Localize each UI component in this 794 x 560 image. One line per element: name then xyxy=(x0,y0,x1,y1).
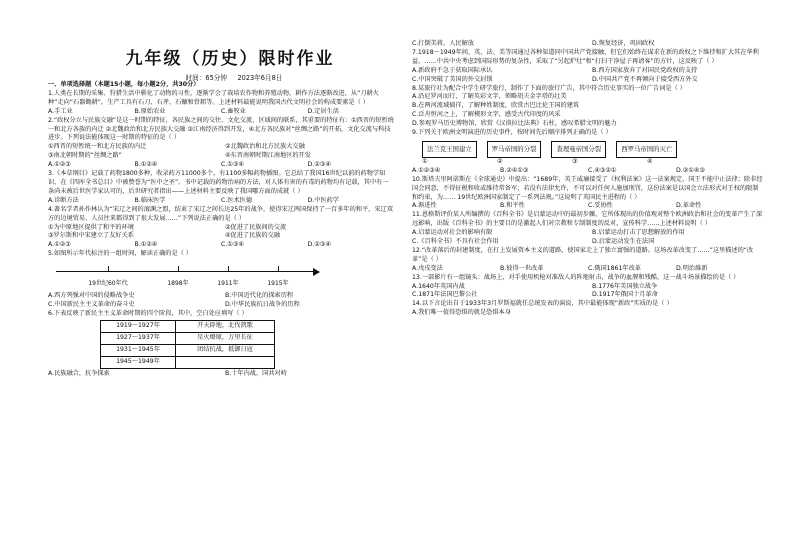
event-box-numbers xyxy=(422,158,764,167)
table-row xyxy=(101,332,275,344)
stage-table xyxy=(100,320,275,369)
question-6-stem: 6.下表反映了新民主主义革命时期的四个阶段，其中，空白处应填写（ ） xyxy=(48,309,248,317)
timeline-label: 1898年 xyxy=(167,280,189,288)
event-box: 西罗马帝国的灭亡 xyxy=(616,141,677,158)
timeline-tick xyxy=(178,266,179,271)
option-c[interactable]: C.①③④ xyxy=(221,241,244,249)
event-boxes xyxy=(422,141,764,158)
option-b[interactable]: B.和平性 xyxy=(500,202,525,210)
option-b[interactable]: B.在两河流域徜徉，了解种姓制度，欣赏古巴比伦王国的建筑 xyxy=(412,102,580,110)
option-c[interactable]: C.中国突破了美国的外交封锁 xyxy=(412,75,493,83)
question-5-options xyxy=(48,292,394,310)
question-11-options xyxy=(412,229,764,247)
option-c[interactable]: C.泛舟恒河之上，了解楔形文字，感受古代印度的风采 xyxy=(412,111,561,119)
option-a[interactable]: A.①②③ xyxy=(48,161,71,169)
question-13-options xyxy=(412,283,764,301)
question-4-options xyxy=(48,241,394,250)
table-row xyxy=(101,344,275,356)
table-row xyxy=(101,320,275,332)
question-7-options xyxy=(412,67,764,85)
question-5-stem: 5.如图所示年代标注的一组时间，解读正确的是（ ） xyxy=(48,250,192,258)
option-a[interactable]: A.1640年英国内战 xyxy=(412,282,465,290)
option-a[interactable]: A.我们唯一值得恐惧的就是恐惧本身 xyxy=(412,309,511,317)
event-box: 罗马帝国的分裂 xyxy=(487,141,542,158)
timeline-label: 1911年 xyxy=(217,280,239,288)
option-c[interactable]: C.中国新民主主义革命的奋斗史 xyxy=(48,301,135,309)
table-cell: 团结抗战，抵御日寇 xyxy=(176,344,275,356)
question-13-stem: 13.一部影片有一组镜头：战场上，对手使用机枪对准敌人的阵地射击，战争的血腥和残酷，这一战斗场景描绘的是（ ） xyxy=(412,273,740,281)
question-3-options xyxy=(48,197,394,206)
option-b[interactable]: B.临床医学 xyxy=(134,196,166,204)
question-1-stem: 1.人类在长期的采集、狩猎生活中驯化了动物的习性，逐渐学会了栽培农作物和养殖动物，耕作方法逐渐改进，从“刀耕火种”走向“石器锄耕”，生产工具有石刀、石斧、石镰和骨耜等。上述材料最能说明我国古代文明社会的构成要素是（ ） xyxy=(48,89,379,106)
statement-2: ②北魏政治和北方民族大交融 xyxy=(225,143,305,151)
option-c[interactable]: C.1871年法国巴黎公社 xyxy=(412,291,478,299)
statement-4: ④东晋南朝时期江南地区的开发 xyxy=(225,152,311,160)
timeline-axis xyxy=(56,271,314,272)
option-b[interactable]: B.②④①③ xyxy=(500,166,529,174)
option-d[interactable]: D.1917年俄国十月革命 xyxy=(592,291,658,299)
question-10-stem: 10.斯塔夫里阿诺斯在《全球通史》中提出：“1689年，英王威廉接受了《权利法案》这一法案规定，国王不能中止法律；除非经国会同意，不得征税和收或维持常备军；若没有法律允许，不可以对任何人施加刑罚，这份法案是以国会立法形式对王权的限制和约束，为…… 19世纪欧洲国家制定了一系列法规。”这说明了英国民主进程的（ ） xyxy=(412,175,763,201)
event-box: 法兰克王国建立 xyxy=(422,141,477,158)
option-a[interactable]: A.渐进性 xyxy=(412,202,437,210)
page-title: 九年级（历史）限时作业 xyxy=(125,49,335,69)
option-b[interactable]: B.十年内战，国共对峙 xyxy=(225,369,287,377)
option-c[interactable]: C.①③④ xyxy=(221,161,244,169)
question-6-options xyxy=(48,370,394,379)
table-cell: 1927～1937年 xyxy=(101,332,176,344)
table-cell: 星火燎原，万里长征 xyxy=(176,332,275,344)
question-10-options xyxy=(412,202,764,211)
option-c[interactable]: C.《百科全书》不具有社会作用 xyxy=(412,238,499,246)
statement-3: ③罗尔斯和中宋建立了友好关系 xyxy=(48,232,134,240)
timeline-label: 19世纪60年代 xyxy=(88,280,128,288)
option-d[interactable]: D.恢复经济，巩固政权 xyxy=(592,40,655,47)
question-8-stem: 8.某旅行社为配合中学生研学旅行，制作了下面的旅行广告，其中符合历史事实的一位广告词是（ ） xyxy=(412,84,686,92)
option-a[interactable]: A.西方列强对中国的侵略战争史 xyxy=(48,292,135,300)
question-2-options xyxy=(48,161,394,170)
option-a[interactable]: A.沿尼罗河而行，了解英彩文字，领略胡夫金字塔的壮美 xyxy=(412,93,567,101)
option-d[interactable]: D.②③④ xyxy=(307,161,331,169)
box-number: ① xyxy=(422,157,428,165)
question-11-stem: 11.恩格斯评价某人所编撰的《百科全书》是启蒙运动中的最初步骤，它所体现出的价值观对整个欧洲政治和社会的变革产生了深远影响，出版《百科全书》的主要目的是激起人们对宗教和专制制度的反对，宣传科学……上述材料说明（ ） xyxy=(412,211,763,228)
option-b[interactable]: B.①②④ xyxy=(134,241,158,249)
option-c[interactable]: C.畜牧业 xyxy=(221,107,246,115)
option-c[interactable]: C.俄国1861年改革 xyxy=(588,264,641,272)
table-cell: 1945～1949年 xyxy=(101,356,176,368)
option-c[interactable]: C.妥协性 xyxy=(588,202,613,210)
question-9-stem: 9.下列关于欧洲文明演进的历史事件，按时间先后顺序排列正确的是（ ） xyxy=(412,129,612,137)
option-b[interactable]: B.原始农业 xyxy=(134,107,166,115)
box-number: ③ xyxy=(572,157,578,165)
option-b[interactable]: B.彼得一世改革 xyxy=(500,264,544,272)
left-column xyxy=(48,81,394,379)
question-1-options xyxy=(48,108,394,117)
statement-1: ①西晋的短暂统一和北方民族的内迁 xyxy=(48,143,147,151)
timeline-label: 1915年 xyxy=(267,280,289,288)
box-number: ④ xyxy=(647,157,653,165)
option-a[interactable]: A.民族融合，抗争探索 xyxy=(48,369,110,377)
option-a[interactable]: A.①②③ xyxy=(48,241,71,249)
option-d[interactable]: D.参观罗马历史博物馆，欣赏《汉谟拉比法典》石柱，感叹希腊文明的魅力 xyxy=(412,120,617,128)
option-c[interactable]: C.打倒美蒋，人民解放 xyxy=(412,40,474,47)
option-b[interactable]: B.中国近代化的探索历程 xyxy=(225,292,294,300)
option-d[interactable]: D.②③④ xyxy=(307,241,331,249)
event-box: 查理曼帝国分裂 xyxy=(551,141,606,158)
table-row xyxy=(101,356,275,368)
question-2-statements xyxy=(48,143,394,161)
option-c[interactable]: C.④③②① xyxy=(588,166,617,174)
option-a[interactable]: A.戊戌变法 xyxy=(412,264,443,272)
option-c[interactable]: C.医术医德 xyxy=(221,196,253,204)
question-14-stem: 14.以下言论出自于1933年3月罗斯福就任总统发表的演说，其中最能体现“新政”实质的是（ ） xyxy=(412,300,673,308)
table-cell: 开天辟地，北伐凯歌 xyxy=(176,320,275,332)
option-b[interactable]: B.启蒙运动打击了思想解放的作用 xyxy=(592,229,685,237)
option-d[interactable]: D.②①④③ xyxy=(676,166,705,174)
timeline-tick xyxy=(278,266,279,271)
option-b[interactable]: B.①②④ xyxy=(134,161,158,169)
section-heading: 一、单项选择题（本题15小题，每小题2分，共30分） xyxy=(48,81,200,88)
question-3-stem: 3.《本草纲目》记载了药物1800多种，收录药方11000多个，有1100多幅药物插图。它总结了我国16世纪以前的药物学知识，在《四库全书总目》中被赞誉为“医中之圣”。书中记载的药物治病的方法，对人体有害的有毒的药物均有记载，其中有一条尚未被后世医学家认可的，后世研究者指出——上述材料主要反映了我国哪方面的成就（ ） xyxy=(48,170,389,195)
option-a[interactable]: A.手工业 xyxy=(48,107,73,115)
option-a[interactable]: A.诊断方法 xyxy=(48,196,79,204)
question-7-stem: 7.1918～1949年间，英、法、美等国通过各种渠道同中国共产党接触，但它们始终在谋求在新的政权之下维持和扩大其在华利益，……中共中央考虑到国际形势的复杂性，采取了“另起炉灶”和“打扫干净屋子再请客”的方针，这反映了（ ） xyxy=(412,48,759,65)
box-number: ② xyxy=(497,157,503,165)
statement-4: ④促进了民族的交融 xyxy=(225,232,281,240)
option-b[interactable]: B.1776年美国独立战争 xyxy=(592,282,658,290)
timeline-arrow-icon xyxy=(313,268,320,276)
timeline-tick xyxy=(108,266,109,271)
question-4-statements xyxy=(48,224,394,242)
timeline-figure xyxy=(48,261,394,291)
option-d[interactable]: D.启蒙运动发生在法国 xyxy=(592,238,655,246)
option-d[interactable]: D.明治维新 xyxy=(676,264,708,272)
right-column xyxy=(412,40,764,318)
table-cell: 1919～1927年 xyxy=(101,320,176,332)
question-4-stem: 4.著名学者孙作林认为“宋辽之间的澶渊之盟，结束了宋辽之间长达25年的战争，使得宋辽两国保持了一百多年的和平，宋辽双方的边境贸易、人员往来都得到了很大发展……”下列说法正确的是（ ） xyxy=(48,205,393,222)
option-a[interactable]: A.启蒙运动对社会的影响有限 xyxy=(412,229,493,237)
question-12-stem: 12.“改革落后的封建制度，在打上发展资本主义的道路，使国家走上了独立富强的道路。这场改革改变了……”这里描述的“改革”是（ ） xyxy=(412,246,754,263)
blank-cell[interactable] xyxy=(176,356,275,368)
question-2-stem: 2.“政权分立与民族交融”是这一时期的特征，各民族之间的交往、文化交流、区域间的联系，其重要的特征有：①西晋的短暂统一和北方各族的内迁 ②北魏政治和北方民族大交融 ③江南经济得到开发，④北方各民族对“丝绸之路”的开拓，文化交流与科技进步。下列说法能体现这一时期的特征的是（ ） xyxy=(48,116,394,142)
question-6-options-continued xyxy=(412,40,764,49)
option-a[interactable]: A.新政府不急于获取国际承认 xyxy=(412,66,493,74)
option-a[interactable]: A.①②③④ xyxy=(412,166,441,174)
statement-3: ③南北朝时期的“丝绸之路” xyxy=(48,152,122,160)
time-label: 时间：65分钟 xyxy=(185,74,227,82)
date-label: 2023年6月8日 xyxy=(237,74,283,82)
question-9-options xyxy=(412,167,764,176)
statement-1: ①为中原地区提供了和平的环境 xyxy=(48,223,134,231)
question-12-options xyxy=(412,265,764,274)
option-d[interactable]: D.革命性 xyxy=(676,202,702,210)
option-d[interactable]: D.中国共产党不再倾向于接受西方外交 xyxy=(592,75,698,83)
option-d[interactable]: D.中医药学 xyxy=(307,196,339,204)
statement-2: ②促进了民族间的交流 xyxy=(225,223,287,231)
option-b[interactable]: B.西方国家放弃了对国民党政权的支持 xyxy=(592,66,698,74)
timeline-tick xyxy=(228,266,229,271)
option-d[interactable]: D.定居生活 xyxy=(307,107,339,115)
table-cell: 1931～1945年 xyxy=(101,344,176,356)
option-d[interactable]: D.中华民族抗日战争的历程 xyxy=(225,301,300,309)
